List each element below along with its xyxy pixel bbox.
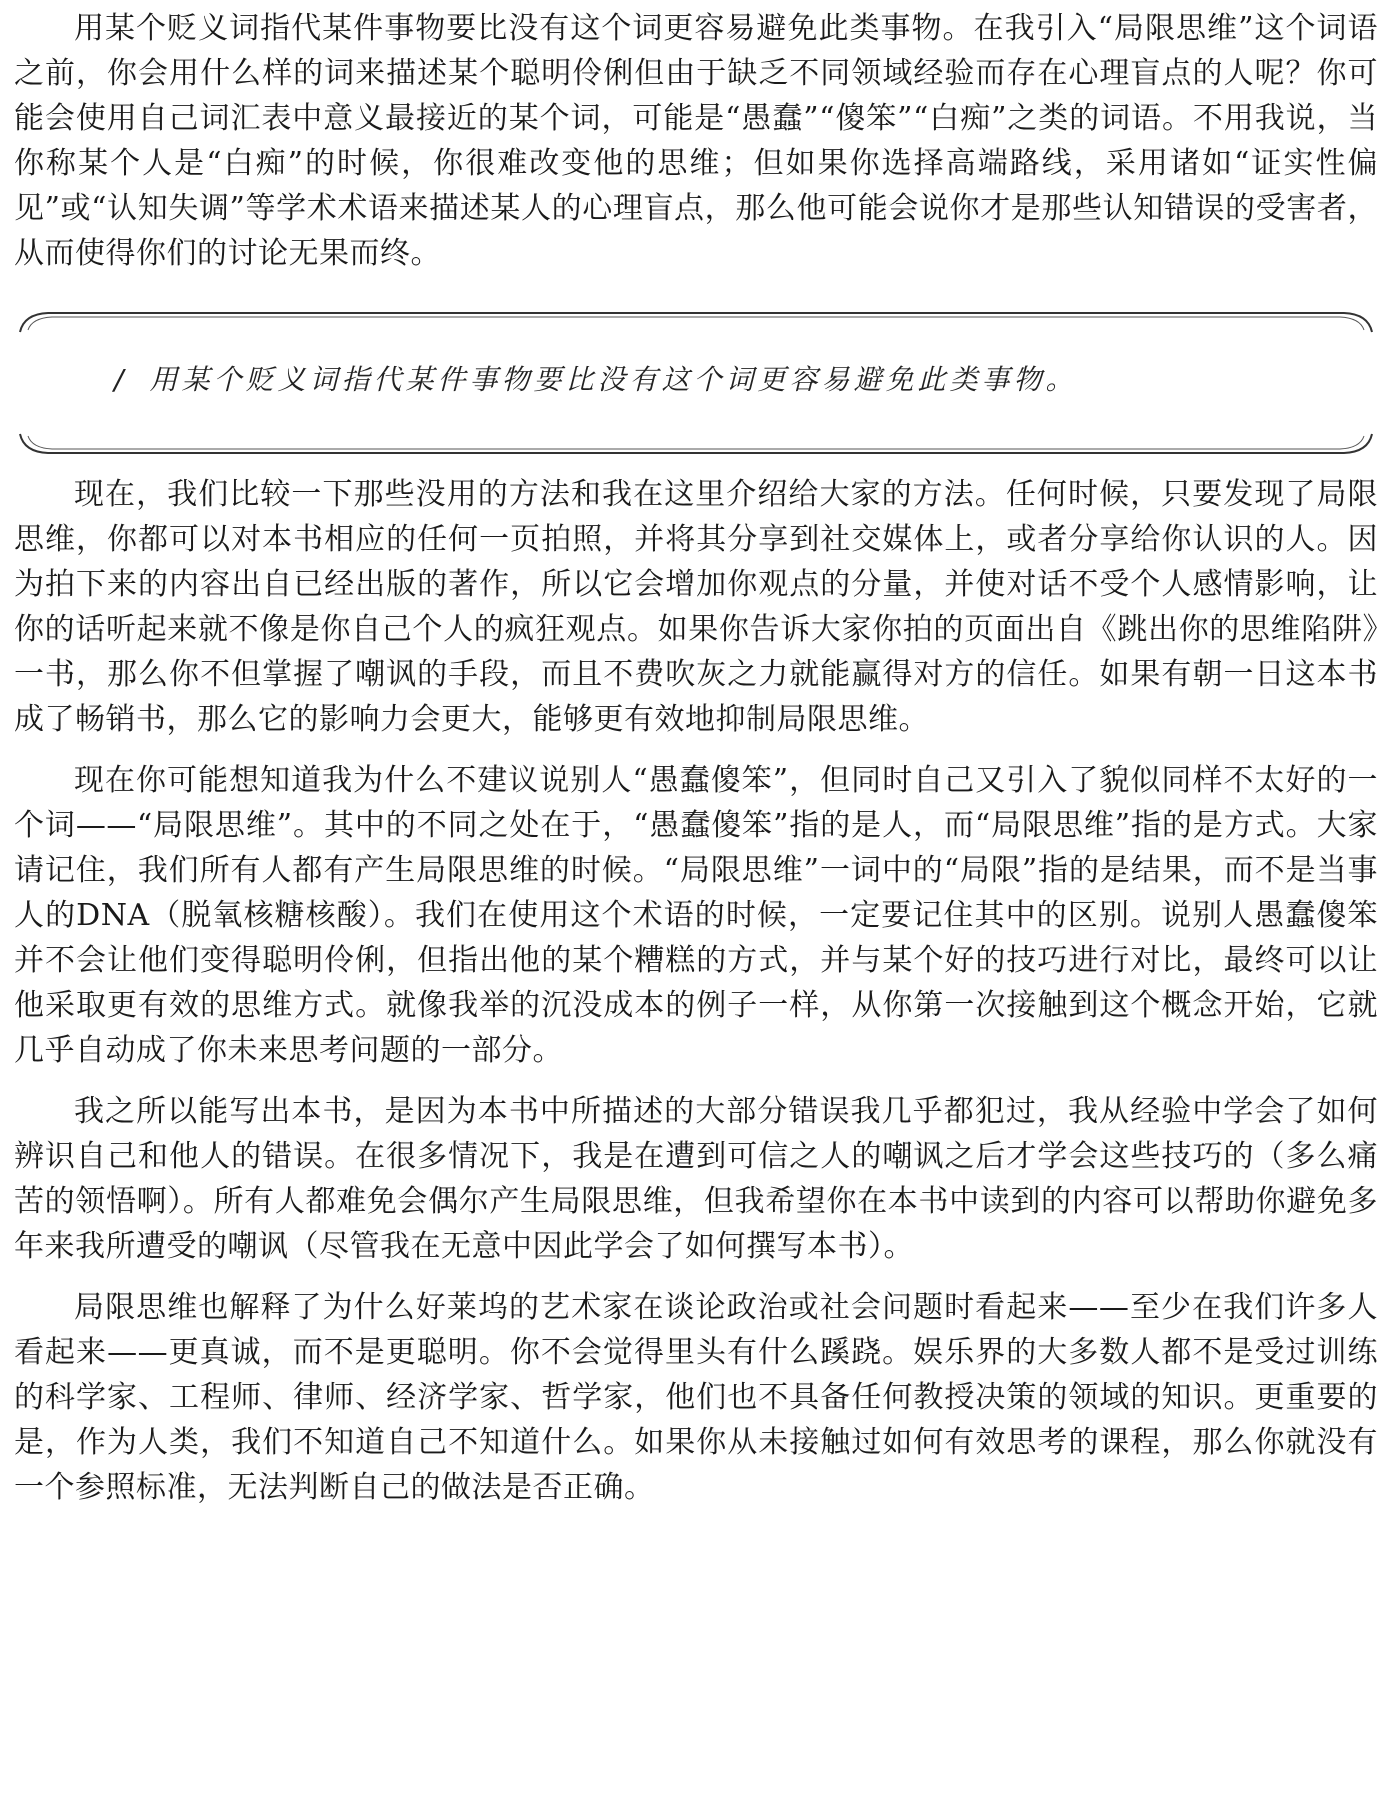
pull-quote: [14, 308, 1378, 458]
book-page: [14, 0, 1378, 1510]
paragraph-2: 现在，我们比较一下那些没用的方法和我在这里介绍给大家的方法。任何时候，只要发现了局限思维，你都可以对本书相应的任何一页拍照，并将其分享到社交媒体上，或者分享给你认识的人。因为拍下来的内容出自已经出版的著作，所以它会增加你观点的分量，并使对话不受个人感情影响，让你的话听起来就不像是你自己个人的疯狂观点。如果你告诉大家你拍的页面出自《跳出你的思维陷阱》一书，那么你不但掌握了嘲讽的手段，而且不费吹灰之力就能赢得对方的信任。如果有朝一日这本书成了畅销书，那么它的影响力会更大，能够更有效地抑制局限思维。: [14, 477, 1378, 737]
paragraph-5: 局限思维也解释了为什么好莱坞的艺术家在谈论政治或社会问题时看起来——至少在我们许多人看起来——更真诚，而不是更聪明。你不会觉得里头有什么蹊跷。娱乐界的大多数人都不是受过训练的科学家、工程师、律师、经济学家、哲学家，他们也不具备任何教授决策的领域的知识。更重要的是，作为人类，我们不知道自己不知道什么。如果你从未接触过如何有效思考的课程，那么你就没有一个参照标准，无法判断自己的做法是否正确。: [14, 1290, 1378, 1505]
pull-quote-text: [114, 358, 1077, 402]
pull-quote-top-rule: [14, 308, 1378, 334]
pull-quote-mark: /: [114, 363, 128, 396]
pull-quote-body: 用某个贬义词指代某件事物要比没有这个词更容易避免此类事物。: [149, 363, 1078, 396]
paragraph-3: 现在你可能想知道我为什么不建议说别人“愚蠢傻笨”，但同时自己又引入了貌似同样不太好的一个词——“局限思维”。其中的不同之处在于，“愚蠢傻笨”指的是人，而“局限思维”指的是方式。大家请记住，我们所有人都有产生局限思维的时候。“局限思维”一词中的“局限”指的是结果，而不是当事人的DNA（脱氧核糖核酸）。我们在使用这个术语的时候，一定要记住其中的区别。说别人愚蠢傻笨并不会让他们变得聪明伶俐，但指出他的某个糟糕的方式，并与某个好的技巧进行对比，最终可以让他采取更有效的思维方式。就像我举的沉没成本的例子一样，从你第一次接触到这个概念开始，它就几乎自动成了你未来思考问题的一部分。: [14, 763, 1378, 1068]
paragraph-4: 我之所以能写出本书，是因为本书中所描述的大部分错误我几乎都犯过，我从经验中学会了如何辨识自己和他人的错误。在很多情况下，我是在遭到可信之人的嘲讽之后才学会这些技巧的（多么痛苦的领悟啊）。所有人都难免会偶尔产生局限思维，但我希望你在本书中读到的内容可以帮助你避免多年来我所遭受的嘲讽（尽管我在无意中因此学会了如何撰写本书）。: [14, 1094, 1378, 1264]
pull-quote-bottom-rule: [14, 432, 1378, 458]
paragraph-1: 用某个贬义词指代某件事物要比没有这个词更容易避免此类事物。在我引入“局限思维”这个词语之前，你会用什么样的词来描述某个聪明伶俐但由于缺乏不同领域经验而存在心理盲点的人呢？你可能会使用自己词汇表中意义最接近的某个词，可能是“愚蠢”“傻笨”“白痴”之类的词语。不用我说，当你称某个人是“白痴”的时候，你很难改变他的思维；但如果你选择高端路线，采用诸如“证实性偏见”或“认知失调”等学术术语来描述某人的心理盲点，那么他可能会说你才是那些认知错误的受害者，从而使得你们的讨论无果而终。: [14, 11, 1378, 271]
